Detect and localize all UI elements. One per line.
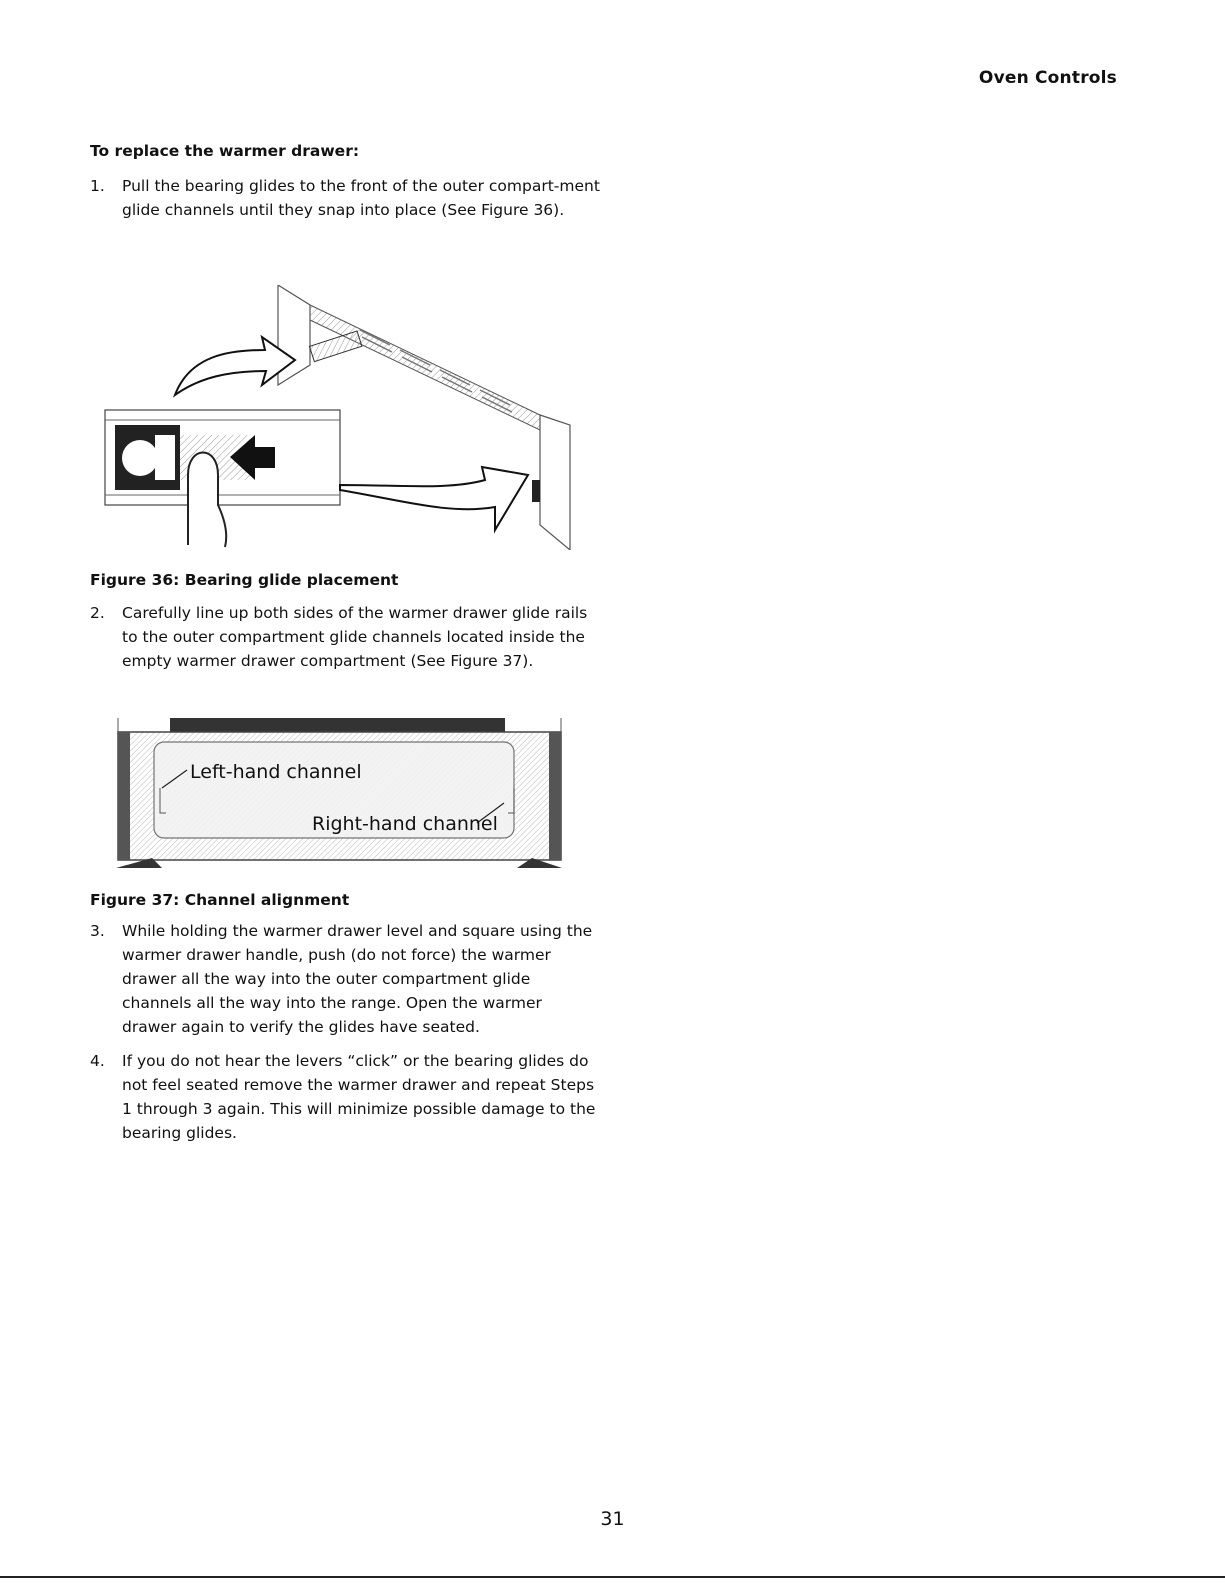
section-title: Oven Controls — [978, 68, 1117, 88]
procedure-heading: To replace the warmer drawer: — [90, 142, 360, 160]
figure-36-caption: Figure 36: Bearing glide placement — [90, 571, 399, 589]
step-text: If you do not hear the levers “click” or the bearing glides do not feel seated remove the warmer drawer and repeat Steps 1 through 3 again. This will minimize possible damage to the bearing glides. — [122, 1052, 596, 1142]
step-2 — [90, 601, 600, 673]
figure-37-channel-alignment-illustration — [112, 718, 567, 873]
step-text: While holding the warmer drawer level and square using the warmer drawer handle, push (do not force) the warmer drawer all the way into the outer compartment glide channels all the way into the range. Open the warmer drawer again to verify the glides have seated. — [122, 922, 593, 1036]
step-1 — [90, 174, 600, 222]
step-number: 3. — [90, 922, 105, 940]
step-number: 4. — [90, 1052, 105, 1070]
right-hand-channel-label: Right-hand channel — [312, 813, 498, 835]
step-4 — [90, 1049, 600, 1145]
step-number: 1. — [90, 177, 105, 195]
page-number: 31 — [600, 1508, 625, 1530]
step-3 — [90, 919, 600, 1039]
left-hand-channel-label: Left-hand channel — [190, 761, 362, 783]
step-text: Carefully line up both sides of the warmer drawer glide rails to the outer compartment glide channels located inside the empty warmer drawer compartment (See Figure 37). — [122, 604, 588, 670]
step-text: Pull the bearing glides to the front of the outer compart-ment glide channels until they snap into place (See Figure 36). — [122, 177, 600, 219]
figure-37-caption: Figure 37: Channel alignment — [90, 891, 350, 909]
step-number: 2. — [90, 604, 105, 622]
figure-36-bearing-glide-illustration — [100, 285, 580, 550]
bottom-rule — [0, 1576, 1225, 1578]
